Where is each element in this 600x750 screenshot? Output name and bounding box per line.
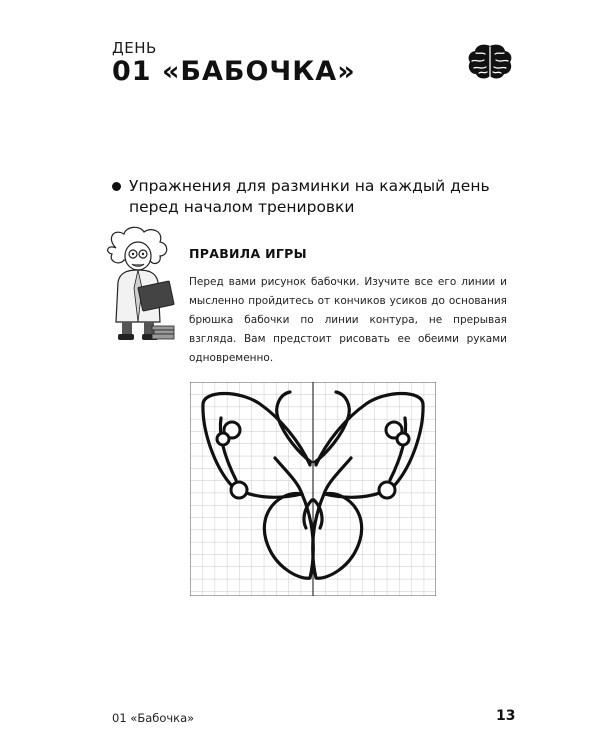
intro-text: Упражнения для разминки на каждый день перед началом тренировки (129, 177, 490, 216)
page-number: 13 (496, 708, 516, 724)
brain-icon (466, 42, 514, 82)
day-label: ДЕНЬ (112, 39, 157, 57)
butterfly-grid-drawing (190, 382, 436, 596)
rules-title: ПРАВИЛА ИГРЫ (189, 246, 307, 261)
professor-illustration (100, 226, 178, 346)
bullet-dot (112, 182, 121, 191)
page-title: 01 «БАБОЧКА» (112, 56, 356, 87)
footer-chapter: 01 «Бабочка» (112, 711, 195, 725)
intro-bullet (112, 176, 532, 218)
rules-text: Перед вами рисунок бабочки. Изучите все его линии и мысленно пройдитесь от кончиков усиков до основания брюшка бабочки по линии контура, не прерывая взгляда. Вам предстоит рисовать ее обеими руками одновременно. (189, 276, 507, 364)
